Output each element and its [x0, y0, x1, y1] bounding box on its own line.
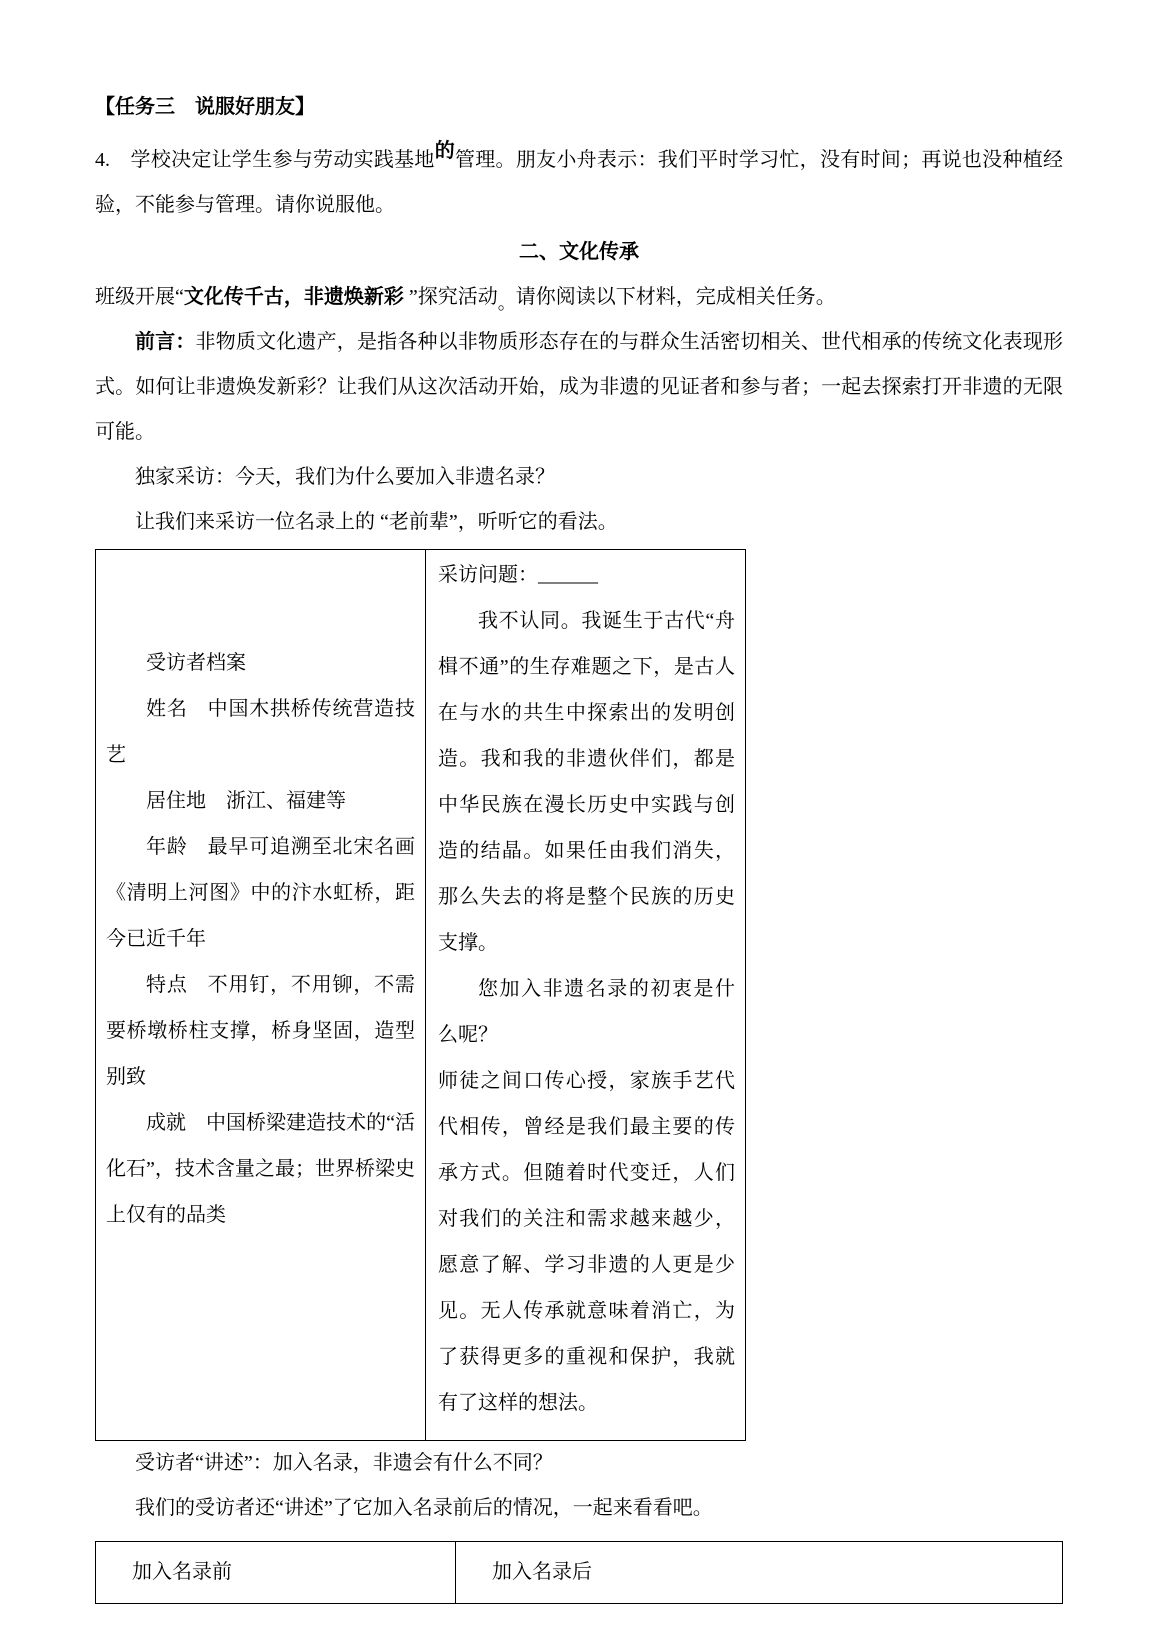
interview-answer-1: 我不认同。我诞生于古代“舟楫不通”的生存难题之下，是古人在与水的共生中探索出的发明创造。我和我的非遗伙伴们，都是中华民族在漫长历史中实践与创造的结晶。如果任由我们消失，那么失去的将是整个民族的历史支撑。	[438, 610, 735, 954]
interview-lead-line: 让我们来采访一位名录上的 “老前辈”，听听它的看法。	[135, 511, 618, 533]
profile-value-feature: 不用钉，不用铆，不需要桥墩桥柱支撑，桥身坚固，造型别致	[106, 974, 416, 1088]
narrate-question-line: 受访者“讲述”：加入名录，非遗会有什么不同？	[135, 1452, 553, 1474]
section-title: 二、文化传承	[519, 241, 639, 263]
profile-value-residence: 浙江、福建等	[226, 790, 346, 812]
before-after-table	[95, 1541, 1063, 1604]
preface-label: 前言：	[135, 331, 196, 353]
before-join-cell: 加入名录前	[96, 1542, 456, 1604]
interview-question-blank: ______	[538, 564, 598, 586]
activity-intro	[95, 275, 1063, 320]
profile-value-name: 中国木拱桥传统营造技艺	[106, 698, 416, 766]
preface-text: 非物质文化遗产，是指各种以非物质形态存在的与群众生活密切相关、世代相承的传统文化表现形式。如何让非遗焕发新彩？让我们从这次活动开始，成为非遗的见证者和参与者；一起去探索打开非遗的无限可能。	[95, 331, 1064, 443]
profile-label-feature: 特点	[146, 974, 188, 996]
before-after-header-row	[96, 1542, 1063, 1604]
profile-row-residence	[106, 778, 415, 824]
narrate-lead-line: 我们的受访者还“讲述”了它加入名录前后的情况，一起来看看吧。	[135, 1497, 713, 1519]
profile-row-name	[106, 686, 415, 778]
interview-question-label-line	[438, 552, 735, 598]
profile-row-age	[106, 824, 415, 962]
question-4	[95, 138, 1063, 228]
after-join-cell: 加入名录后	[456, 1542, 1063, 1604]
profile-value-age: 最早可追溯至北宋名画《清明上河图》中的汴水虹桥，距今已近千年	[106, 836, 416, 950]
interview-answer-2: 师徒之间口传心授，家族手艺代代相传，曾经是我们最主要的传承方式。但随着时代变迁，人们对我们的关注和需求越来越少，愿意了解、学习非遗的人更是少见。无人传承就意味着消亡，为了获得更多的重视和保护，我就有了这样的想法。	[438, 1070, 735, 1414]
interview-table	[95, 549, 746, 1441]
profile-row-achievement	[106, 1100, 415, 1238]
q4-superscript-char: 的	[434, 140, 455, 162]
profile-label-age: 年龄	[146, 836, 188, 858]
interview-question-line: 独家采访：今天，我们为什么要加入非遗名录？	[135, 466, 555, 488]
intro-post: 请你阅读以下材料，完成相关任务。	[515, 286, 836, 308]
profile-label-residence: 居住地	[146, 790, 206, 812]
interviewee-profile-cell	[96, 550, 426, 1441]
intro-low-period: 。	[497, 292, 516, 313]
interview-table-row	[96, 550, 746, 1441]
profile-label-achievement: 成就	[146, 1112, 187, 1134]
interview-dialog-cell	[426, 550, 746, 1441]
q4-text-post: 管理。朋友小舟表示：我们平时学习忙，没有时间；再说也没种植经验，不能参与管理。请你说服他。	[95, 149, 1064, 216]
intro-mid: ”探究活动	[403, 286, 498, 308]
intro-pre: 班级开展“	[95, 286, 184, 308]
interview-question-2: 您加入非遗名录的初衷是什么呢？	[438, 978, 735, 1046]
profile-value-achievement: 中国桥梁建造技术的“活化石”，技术含量之最；世界桥梁史上仅有的品类	[106, 1112, 415, 1226]
task3-heading: 【任务三 说服好朋友】	[95, 96, 315, 118]
q4-text-pre: 4. 学校决定让学生参与劳动实践基地	[95, 149, 435, 171]
profile-label-name: 姓名	[146, 698, 188, 720]
preface-paragraph	[95, 320, 1063, 455]
interview-question-label: 采访问题：	[438, 564, 538, 586]
intro-theme: 文化传千古，非遗焕新彩	[183, 286, 404, 308]
profile-title: 受访者档案	[146, 652, 246, 674]
profile-row-feature	[106, 962, 415, 1100]
